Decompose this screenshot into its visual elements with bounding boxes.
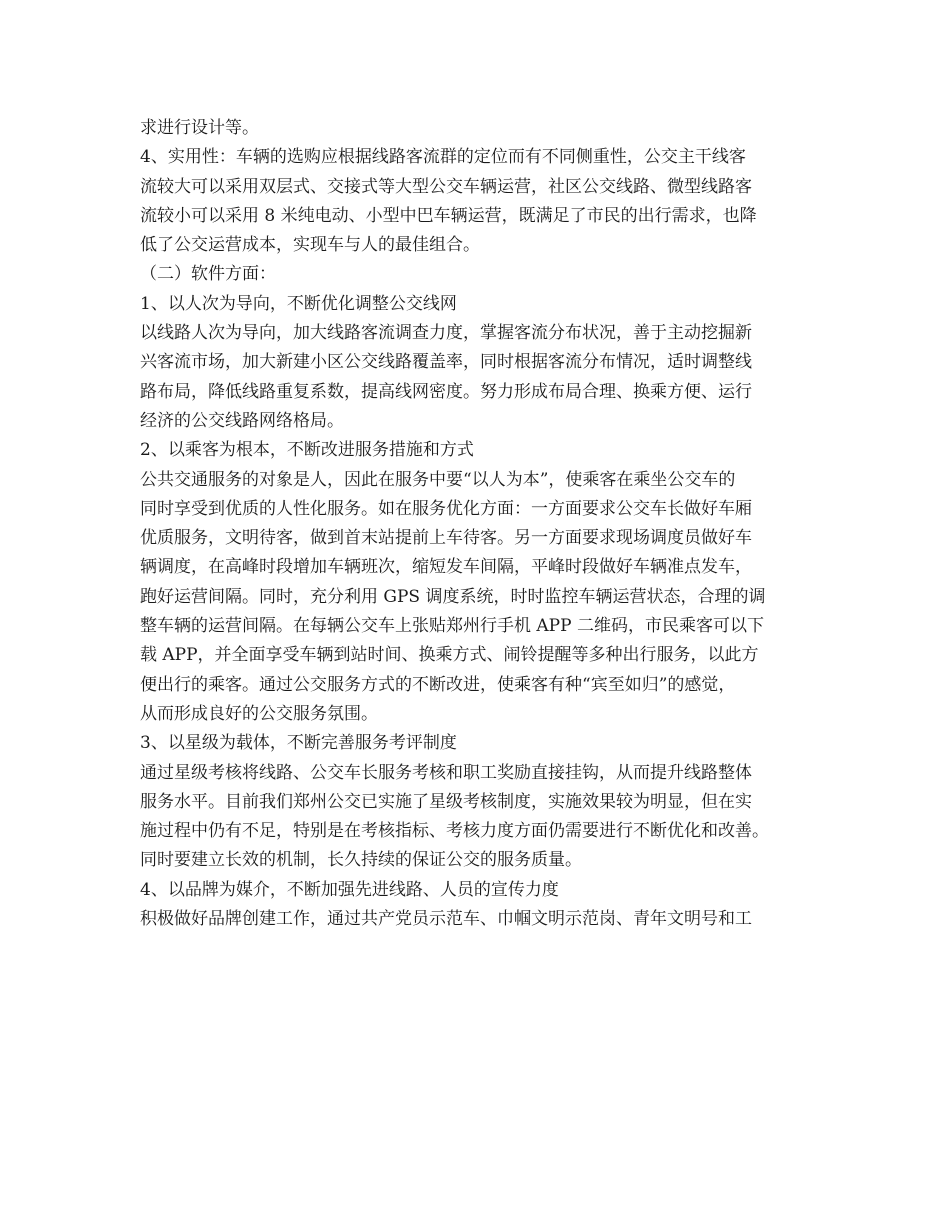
text-line: 以线路人次为导向，加大线路客流调查力度，掌握客流分布状况，善于主动挖掘新 xyxy=(140,323,752,344)
text-line: 求进行设计等。 xyxy=(140,118,259,138)
text-line: 经济的公交线路网络格局。 xyxy=(140,410,344,431)
body-text xyxy=(140,114,820,934)
text-line: 通过星级考核将线路、公交车长服务考核和职工奖励直接挂钩，从而提升线路整体 xyxy=(140,762,752,783)
text-line: 服务水平。目前我们郑州公交已实施了星级考核制度，实施效果较为明显，但在实 xyxy=(140,791,752,812)
text-line: 整车辆的运营间隔。在每辆公交车上张贴郑州行手机 APP 二维码，市民乘客可以下 xyxy=(140,616,764,637)
text-line: 路布局，降低线路重复系数，提高线网密度。努力形成布局合理、换乘方便、运行 xyxy=(140,381,752,402)
section-heading: （二）软件方面： xyxy=(140,264,276,285)
text-line: 载 APP，并全面享受车辆到站时间、换乘方式、闹铃提醒等多种出行服务，以此方 xyxy=(140,645,759,666)
text-line: 4、实用性：车辆的选购应根据线路客流群的定位而有不同侧重性，公交主干线客 xyxy=(140,147,746,168)
text-line: 优质服务，文明待客，做到首末站提前上车待客。另一方面要求现场调度员做好车 xyxy=(140,528,752,549)
text-line: 辆调度，在高峰时段增加车辆班次，缩短发车间隔，平峰时段做好车辆准点发车， xyxy=(140,557,752,578)
text-line: 公共交通服务的对象是人，因此在服务中要“以人为本”，使乘客在乘坐公交车的 xyxy=(140,469,736,490)
text-line: 兴客流市场，加大新建小区公交线路覆盖率，同时根据客流分布情况，适时调整线 xyxy=(140,352,752,373)
subsection-heading: 3、以星级为载体，不断完善服务考评制度 xyxy=(140,733,457,754)
text-line: 同时要建立长效的机制，长久持续的保证公交的服务质量。 xyxy=(140,850,582,871)
text-line: 流较大可以采用双层式、交接式等大型公交车辆运营，社区公交线路、微型线路客 xyxy=(140,176,752,197)
text-line: 便出行的乘客。通过公交服务方式的不断改进，使乘客有种“宾至如归”的感觉， xyxy=(140,674,736,695)
subsection-heading: 1、以人次为导向，不断优化调整公交线网 xyxy=(140,293,457,314)
text-line: 施过程中仍有不足，特别是在考核指标、考核力度方面仍需要进行不断优化和改善。 xyxy=(140,821,769,842)
text-line: 低了公交运营成本，实现车与人的最佳组合。 xyxy=(140,235,480,256)
subsection-heading: 4、以品牌为媒介，不断加强先进线路、人员的宣传力度 xyxy=(140,879,559,900)
text-line: 积极做好品牌创建工作，通过共产党员示范车、巾帼文明示范岗、青年文明号和工 xyxy=(140,909,752,930)
text-line: 流较小可以采用 8 米纯电动、小型中巴车辆运营，既满足了市民的出行需求，也降 xyxy=(140,205,757,226)
subsection-heading: 2、以乘客为根本，不断改进服务措施和方式 xyxy=(140,440,474,461)
text-line: 从而形成良好的公交服务氛围。 xyxy=(140,703,378,724)
text-line: 同时享受到优质的人性化服务。如在服务优化方面：一方面要求公交车长做好车厢 xyxy=(140,498,752,519)
text-line: 跑好运营间隔。同时，充分利用 GPS 调度系统，时时监控车辆运营状态，合理的调 xyxy=(140,586,766,607)
